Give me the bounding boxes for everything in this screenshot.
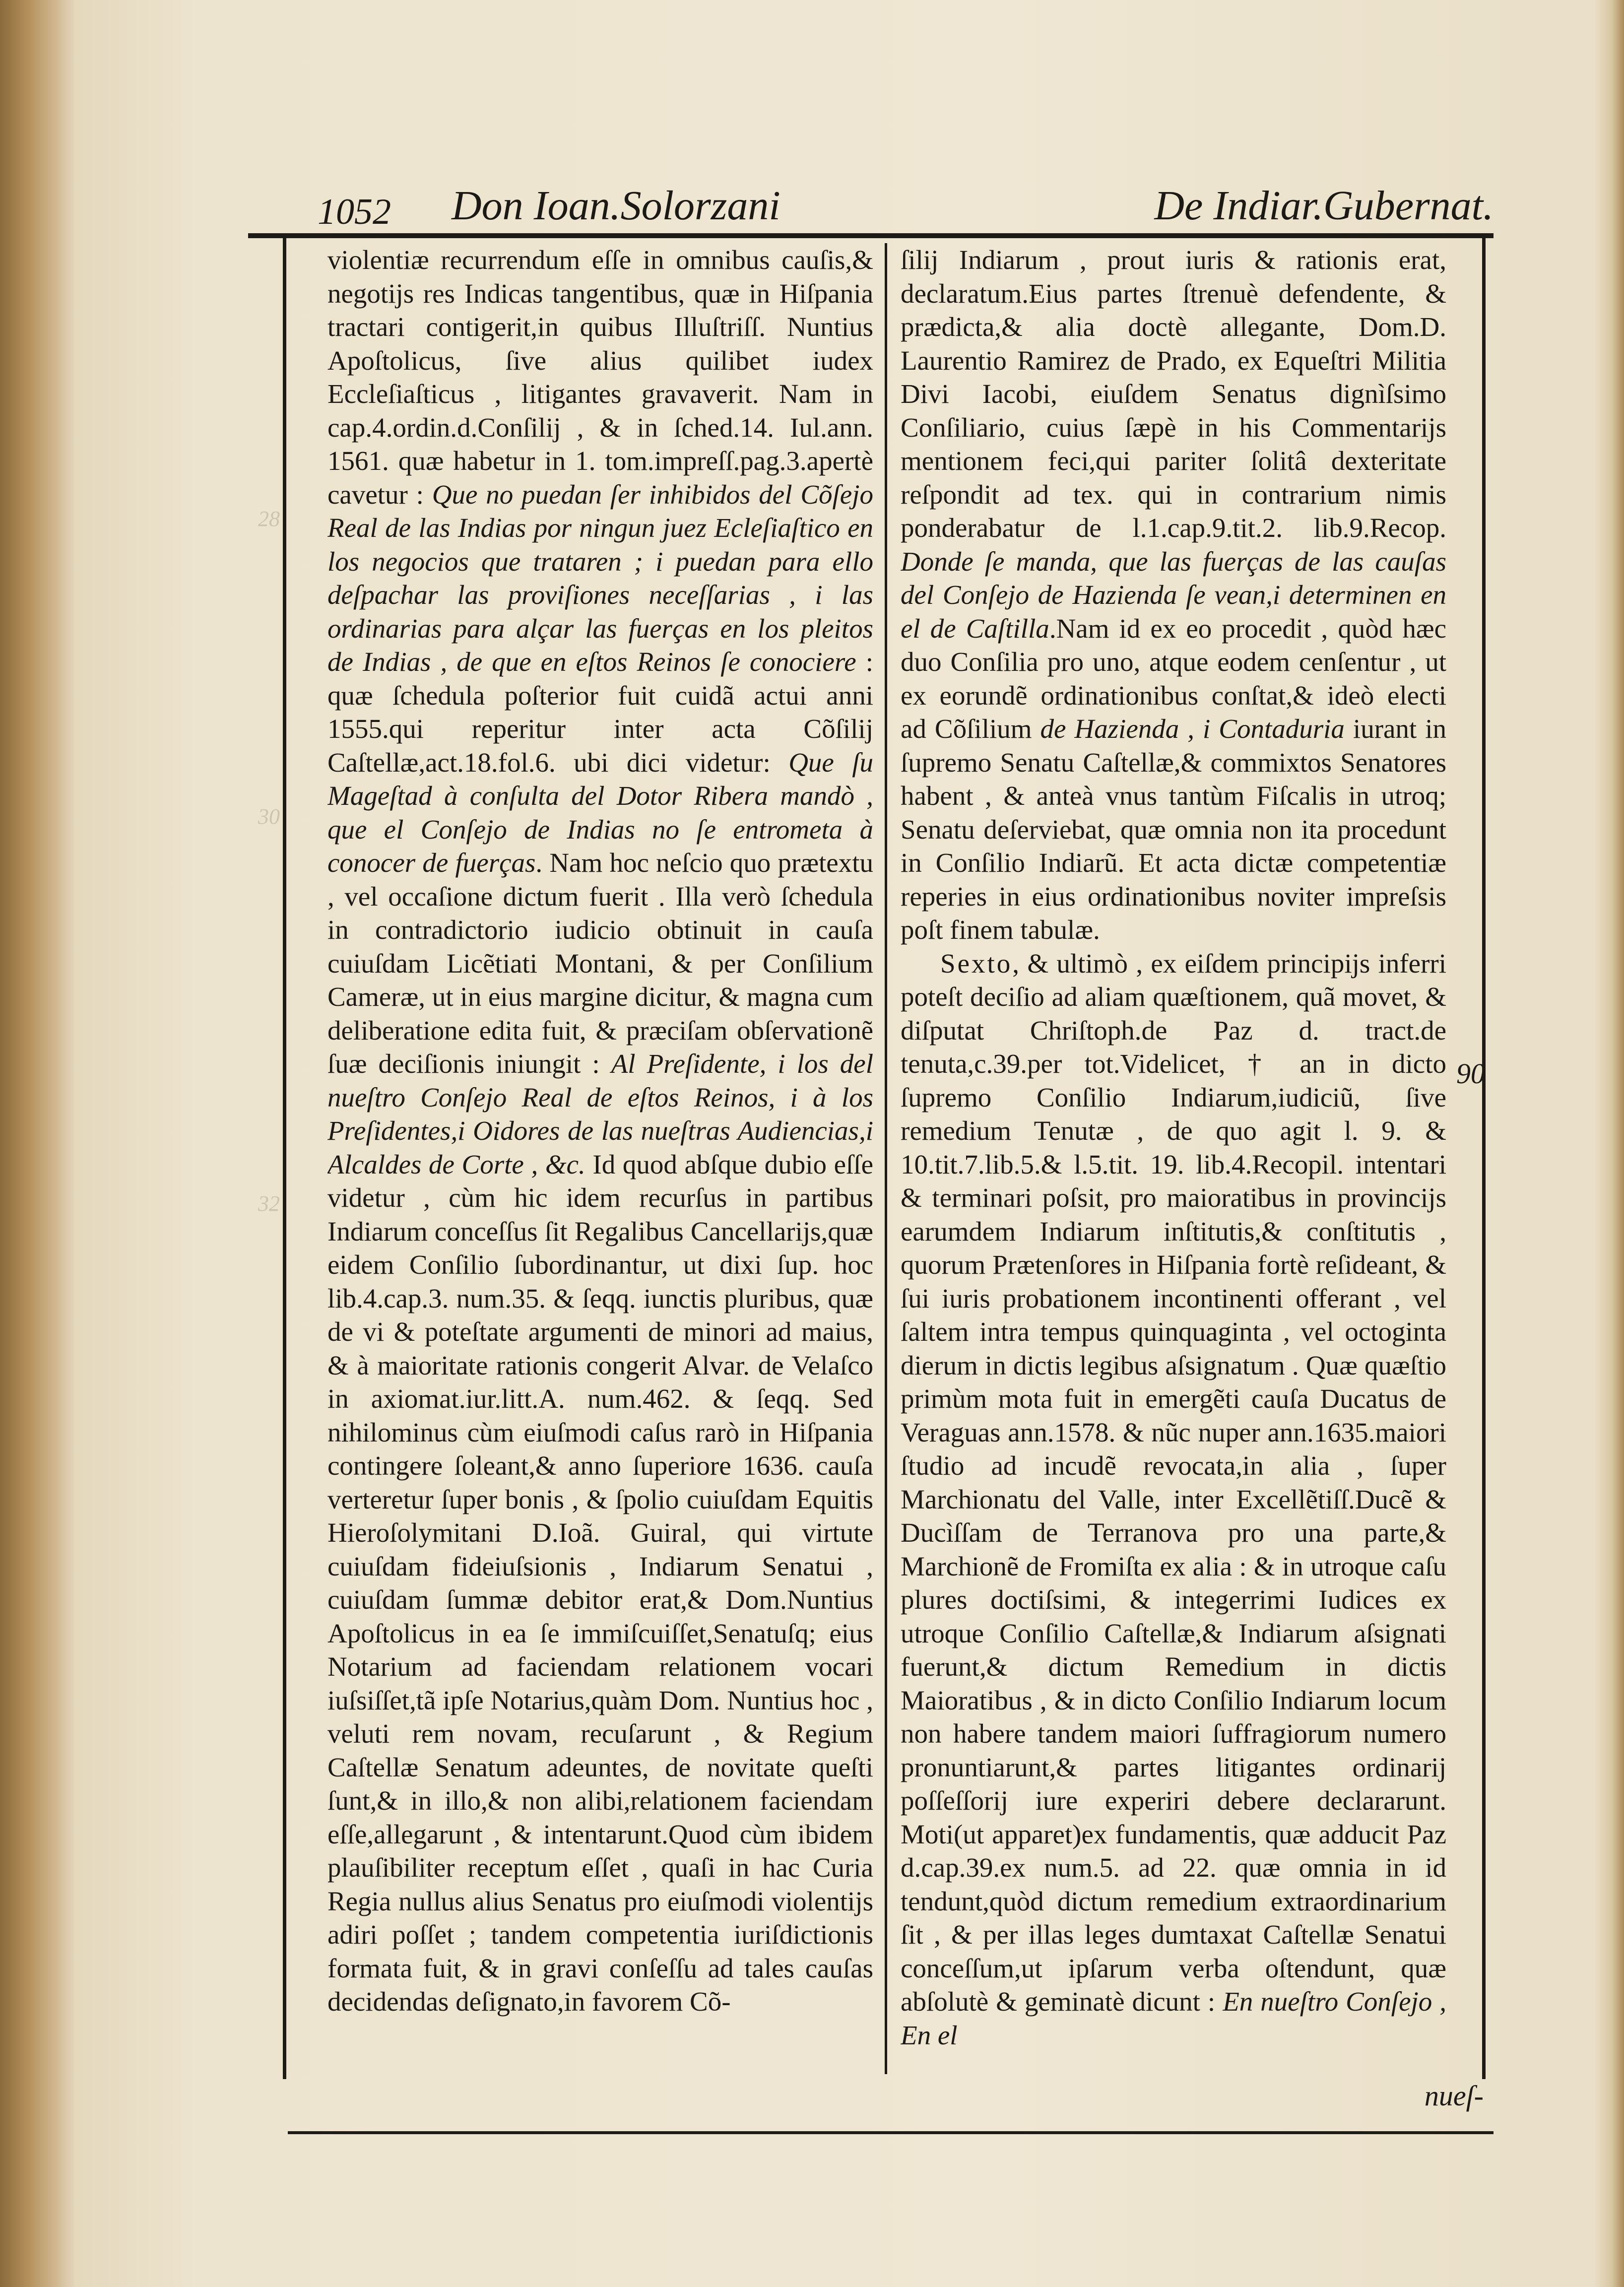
column-divider (885, 243, 887, 2074)
header-rule (248, 233, 1494, 238)
left-column (327, 243, 873, 2074)
footer-rule (288, 2131, 1494, 2134)
spanish-quote: Que ſu Mageſtad à conſulta del Dotor Ribera mandò , que el Conſejo de Indias no ſe entrometa à conocer de fuerças (327, 747, 873, 878)
bleed-through-mark: 30 (258, 804, 280, 829)
body-text: ſilij Indiarum , prout iuris & rationis erat, declaratum.Eius partes ſtrenuè defendente, & prædicta,& alia doctè allegante, Dom.D. Laurentio Ramirez de Prado, ex Equeſtri Militia Divi Iacobi, eiuſdem Senatus dignìſsimo Conſiliario, cuius ſæpè in his Commentarijs mentionem feci,qui pariter ſolitâ dexteritate reſpondit ad tex. qui in contrarium nimis ponderabatur de l.1.cap.9.tit.2. lib.9.Recop. (901, 245, 1446, 543)
left-paragraph (327, 243, 873, 2019)
spanish-quote: Donde ſe manda, que las fuerças de las cauſas del Conſejo de Hazienda ſe vean,i determinen en el de Caſtilla (901, 546, 1446, 644)
catchword: nueſ- (1424, 2080, 1484, 2112)
spanish-quote: de Hazienda , i Contaduria (1040, 714, 1345, 744)
section-lead-word: Sexto (940, 948, 1013, 979)
body-text: Id quod abſque dubio eſſe videtur , cùm hic idem recurſus in partibus Indiarum conceſſus ſit Regalibus Cancellarijs,quæ eidem Conſilio ſubordinantur, ut dixi ſup. hoc lib.4.cap.3. num.35. & ſeqq. iunctis pluribus, quæ de vi & poteſtate argumenti de minori ad maius, & à maioritate rationis congerit Alvar. de Velaſco in axiomat.iur.litt.A. num.462. & ſeqq. Sed nihilominus cùm eiuſmodi caſus rarò in Hiſpania contingere ſoleant,& anno ſuperiore 1636. cauſa verteretur ſuper bonis , & ſpolio cuiuſdam Equitis Hieroſolymitani D.Ioã. Guiral, qui virtute cuiuſdam fideiuſsionis , Indiarum Senatui , cuiuſdam ſummæ debitor erat,& Dom.Nuntius Apoſtolicus in ea ſe immiſcuiſſet,Senatuſq; eius Notarium ad faciendam relationem vocari iuſsiſſet,tã ipſe Notarius,quàm Dom. Nuntius hoc , veluti rem novam, recuſarunt , & Regium Caſtellæ Senatum adeuntes, de novitate queſti ſunt,& in illo,& non alibi,relationem faciendam eſſe,allegarunt , & intentarunt.Quod cùm ibidem plauſibiliter receptum eſſet , quaſi in hac Curia Regia nullus alius Senatus pro eiuſmodi violentijs adiri poſſet ; tandem competentia iuriſdictionis formata fuit, & in gravi conſeſſu ad tales cauſas decidendas deſignato,in favorem Cõ- (327, 1149, 873, 2017)
bleed-through-mark: 32 (258, 1191, 280, 1216)
right-paragraph (901, 243, 1446, 947)
page-edge-shadow (1594, 0, 1624, 2287)
body-text: , & ultimò , ex eiſdem principijs inferri poteſt deciſio ad aliam quæſtionem, quã movet, & diſputat Chriſtoph.de Paz d. tract.de tenuta,c.39.per tot.Videlicet, † an in dicto ſupremo Conſilio Indiarum,iudiciũ, ſive remedium Tenutæ , de quo agit l. 9. & 10.tit.7.lib.5.& l.5.tit. 19. lib.4.Recopil. intentari & terminari poſsit, pro maioratibus in provincijs earumdem Indiarum inſtitutis,& conſtitutis , quorum Prætenſores in Hiſpania fortè reſideant, & ſui iuris probationem incontinenti offerant , vel ſaltem intra tempus quinquaginta , vel octoginta dierum in dictis legibus aſsignatum . Quæ quæſtio primùm mota fuit in emergẽti cauſa Ducatus de Veraguas ann.1578. & nũc nuper ann.1635.maiori ſtudio ad incudẽ revocata,in alia , ſuper Marchionatu del Valle, inter Excellẽtiſſ.Ducẽ & Ducìſſam de Terranova pro una parte,& Marchionẽ de Fromiſta ex alia : & in utroque caſu plures doctiſsimi, & integerrimi Iudices ex utroque Conſilio Caſtellæ,& Indiarum aſsignati fuerunt,& dictum Remedium in dictis Maioratibus , & in dicto Conſilio Indiarum locum non habere tandem maiori ſuffragiorum numero pronuntiarunt,& partes litigantes ordinarij poſſeſſorij iure experiri debere declararunt. Moti(ut apparet)ex fundamentis, quæ adducit Paz d.cap.39.ex num.5. ad 22. quæ omnia in id tendunt,quòd dictum remedium extraordinarium ſit , & per illas leges dumtaxat Caſtellæ Senatui conceſſum,ut ipſarum verba oſtendunt, quæ abſolutè & geminatè dicunt : (901, 948, 1446, 2017)
body-text: violentiæ recurrendum eſſe in omnibus cauſis,& negotijs res Indicas tangentibus, quæ in Hiſpania tractari contigerit,in quibus Illuſtriſſ. Nuntius Apoſtolicus, ſive alius quilibet iudex Eccleſiaſticus , litigantes gravaverit. Nam in cap.4.ordin.d.Conſilij , & in ſched.14. Iul.ann. 1561. quæ habetur in 1. tom.impreſſ.pag.3.apertè cavetur : (327, 245, 873, 510)
body-text: . Nam hoc neſcio quo prætextu , vel occaſione dictum fuerit . Illa verò ſchedula in contradictorio iudicio obtinuit in cauſa cuiuſdam Licẽtiati Montani, & per Conſilium Cameræ, ut in eius margine dicitur, & magna cum deliberatione edita fuit, & præciſam obſervationẽ ſuæ deciſionis iniungit : (327, 848, 873, 1079)
running-head-title: De Indiar.Gubernat. (1154, 183, 1494, 229)
right-column (901, 243, 1446, 2074)
running-head (243, 179, 1494, 233)
book-binding-shadow (0, 0, 74, 2287)
body-text: : quæ ſchedula poſterior fuit cuidã actui anni 1555.qui reperitur inter acta Cõſilij Caſtellæ,act.18.fol.6. ubi dici videtur: (327, 647, 873, 778)
spanish-quote: Al Preſidente, i los del nueſtro Conſejo Real de eſtos Reinos, i à los Preſidentes,i Oidores de las nueſtras Audiencias,i Alcaldes de Corte , &c. (327, 1048, 873, 1179)
body-text: iurant in ſupremo Senatu Caſtellæ,& commixtos Senatores habent , & anteà vnus tantùm Fiſcalis in utroq; Senatu deſerviebat, quæ omnia non ita procedunt in Conſilio Indiarũ. Et acta dictæ competentiæ reperies in eius ordinationibus noviter impreſsis poſt finem tabulæ. (901, 714, 1446, 945)
margin-note-number: 90 (1456, 1057, 1485, 1090)
spanish-quote: Que no puedan ſer inhibidos del Cõſejo Real de las Indias por ningun juez Ecleſiaſtico en los negocios que trataren ; i puedan para ello deſpachar las proviſiones neceſſarias , i las ordinarias para alçar las fuerças en los pleitos de Indias , de que en eſtos Reinos ſe conociere (327, 479, 873, 677)
spanish-quote: En nueſtro Conſejo , En el (901, 1986, 1446, 2050)
right-paragraph (901, 947, 1446, 2052)
running-head-author: Don Ioan.Solorzani (452, 183, 780, 229)
body-text: .Nam id ex eo procedit , quòd hæc duo Conſilia pro uno, atque eodem cenſentur , ut ex eorundẽ ordinationibus conſtat,& ideò electi ad Cõſilium (901, 613, 1446, 744)
bleed-through-mark: 28 (258, 507, 280, 531)
page-number: 1052 (318, 192, 391, 232)
